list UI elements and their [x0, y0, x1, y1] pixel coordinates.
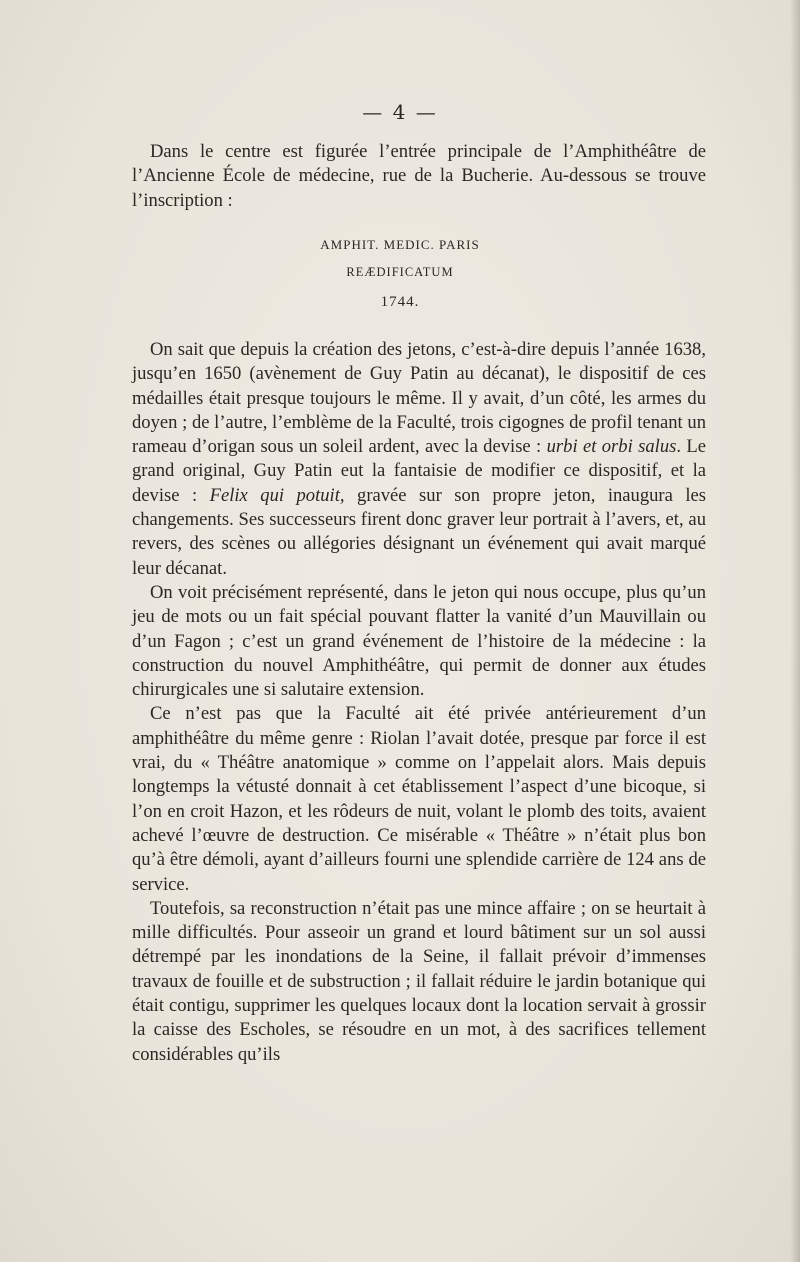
inscription-line-2: REÆDIFICATUM	[346, 265, 454, 279]
intro-paragraph: Dans le centre est figurée l’entrée principale de l’Amphithéâtre de l’Ancienne École de médecine, rue de la Bucherie. Au-dessous se trouve l’inscription :	[132, 141, 706, 211]
paragraph-tokens-text-b: . Le grand original, Guy Patin eut la fantaisie de modifier ce dispositif, et la devise :	[132, 436, 707, 506]
paragraph-amphitheatre: On voit précisément représenté, dans le jeton qui nous occupe, plus qu’un jeu de mots ou un fait spécial pouvant flatter la vanité d’un Mauvillain ou d’un Fagon ; c’est un grand événement de l’histoire de la médecine : la construction du nouvel Amphithéâtre, qui permit de donner aux études chirurgicales une si salutaire extension.	[132, 581, 706, 701]
inscription-line-1: AMPHIT. MEDIC. PARIS	[320, 237, 480, 252]
body-text	[132, 338, 706, 1067]
paragraph-tokens	[132, 338, 706, 581]
paragraph-tokens-text-c: gravée sur son propre jeton, inaugura les changements. Ses successeurs firent donc graver leur portrait à l’avers, et, au revers, des scènes ou allégories désignant un événement qui avait marqué leur décanat.	[132, 484, 706, 579]
motto-urbi: urbi et orbi salus	[546, 436, 677, 458]
intro-block	[132, 140, 706, 213]
paragraph-reconstruction: Toutefois, sa reconstruction n’était pas une mince affaire ; on se heurtait à mille difficultés. Pour asseoir un grand et lourd bâtiment sur un sol aussi détrempé par les inondations de la Seine, il fallait prévoir d’immenses travaux de fouille et de substruction ; il fallait réduire le jardin botanique qui était contigu, supprimer les quelques locaux dont la location servait à grossir la caisse des Escholes, se résoudre en un mot, à des sacrifices tellement considérables qu’ils	[132, 897, 706, 1065]
page-edge-shadow	[790, 0, 800, 1262]
page-number: — 4 —	[362, 100, 438, 124]
inscription-year: 1744.	[380, 294, 420, 310]
motto-felix: Felix qui potuit,	[209, 484, 345, 506]
paragraph-tokens-text-a: On sait que depuis la création des jetons, c’est-à-dire depuis l’année 1638, jusqu’en 1650 (avènement de Guy Patin au décanat), le dispositif de ces médailles était presque toujours le même. Il y avait, d’un côté, les armes du doyen ; de l’autre, l’emblème de la Faculté, trois cigognes de profil tenant un rameau d’origan sous un soleil ardent, avec la devise :	[132, 339, 706, 458]
paragraph-riolan: Ce n’est pas que la Faculté ait été privée antérieurement d’un amphithéâtre du même genre : Riolan l’avait dotée, presque par force il est vrai, du « Théâtre anatomique » comme on l’appelait alors. Mais depuis longtemps la vétusté donnait à cet établissement l’aspect d’une bicoque, si l’on en croit Hazon, et les rôdeurs de nuit, volant le plomb des toits, avaient achevé l’œuvre de destruction. Ce misérable « Théâtre » n’était plus bon qu’à être démoli, ayant d’ailleurs fourni une splendide carrière de 124 ans de service.	[132, 703, 706, 895]
